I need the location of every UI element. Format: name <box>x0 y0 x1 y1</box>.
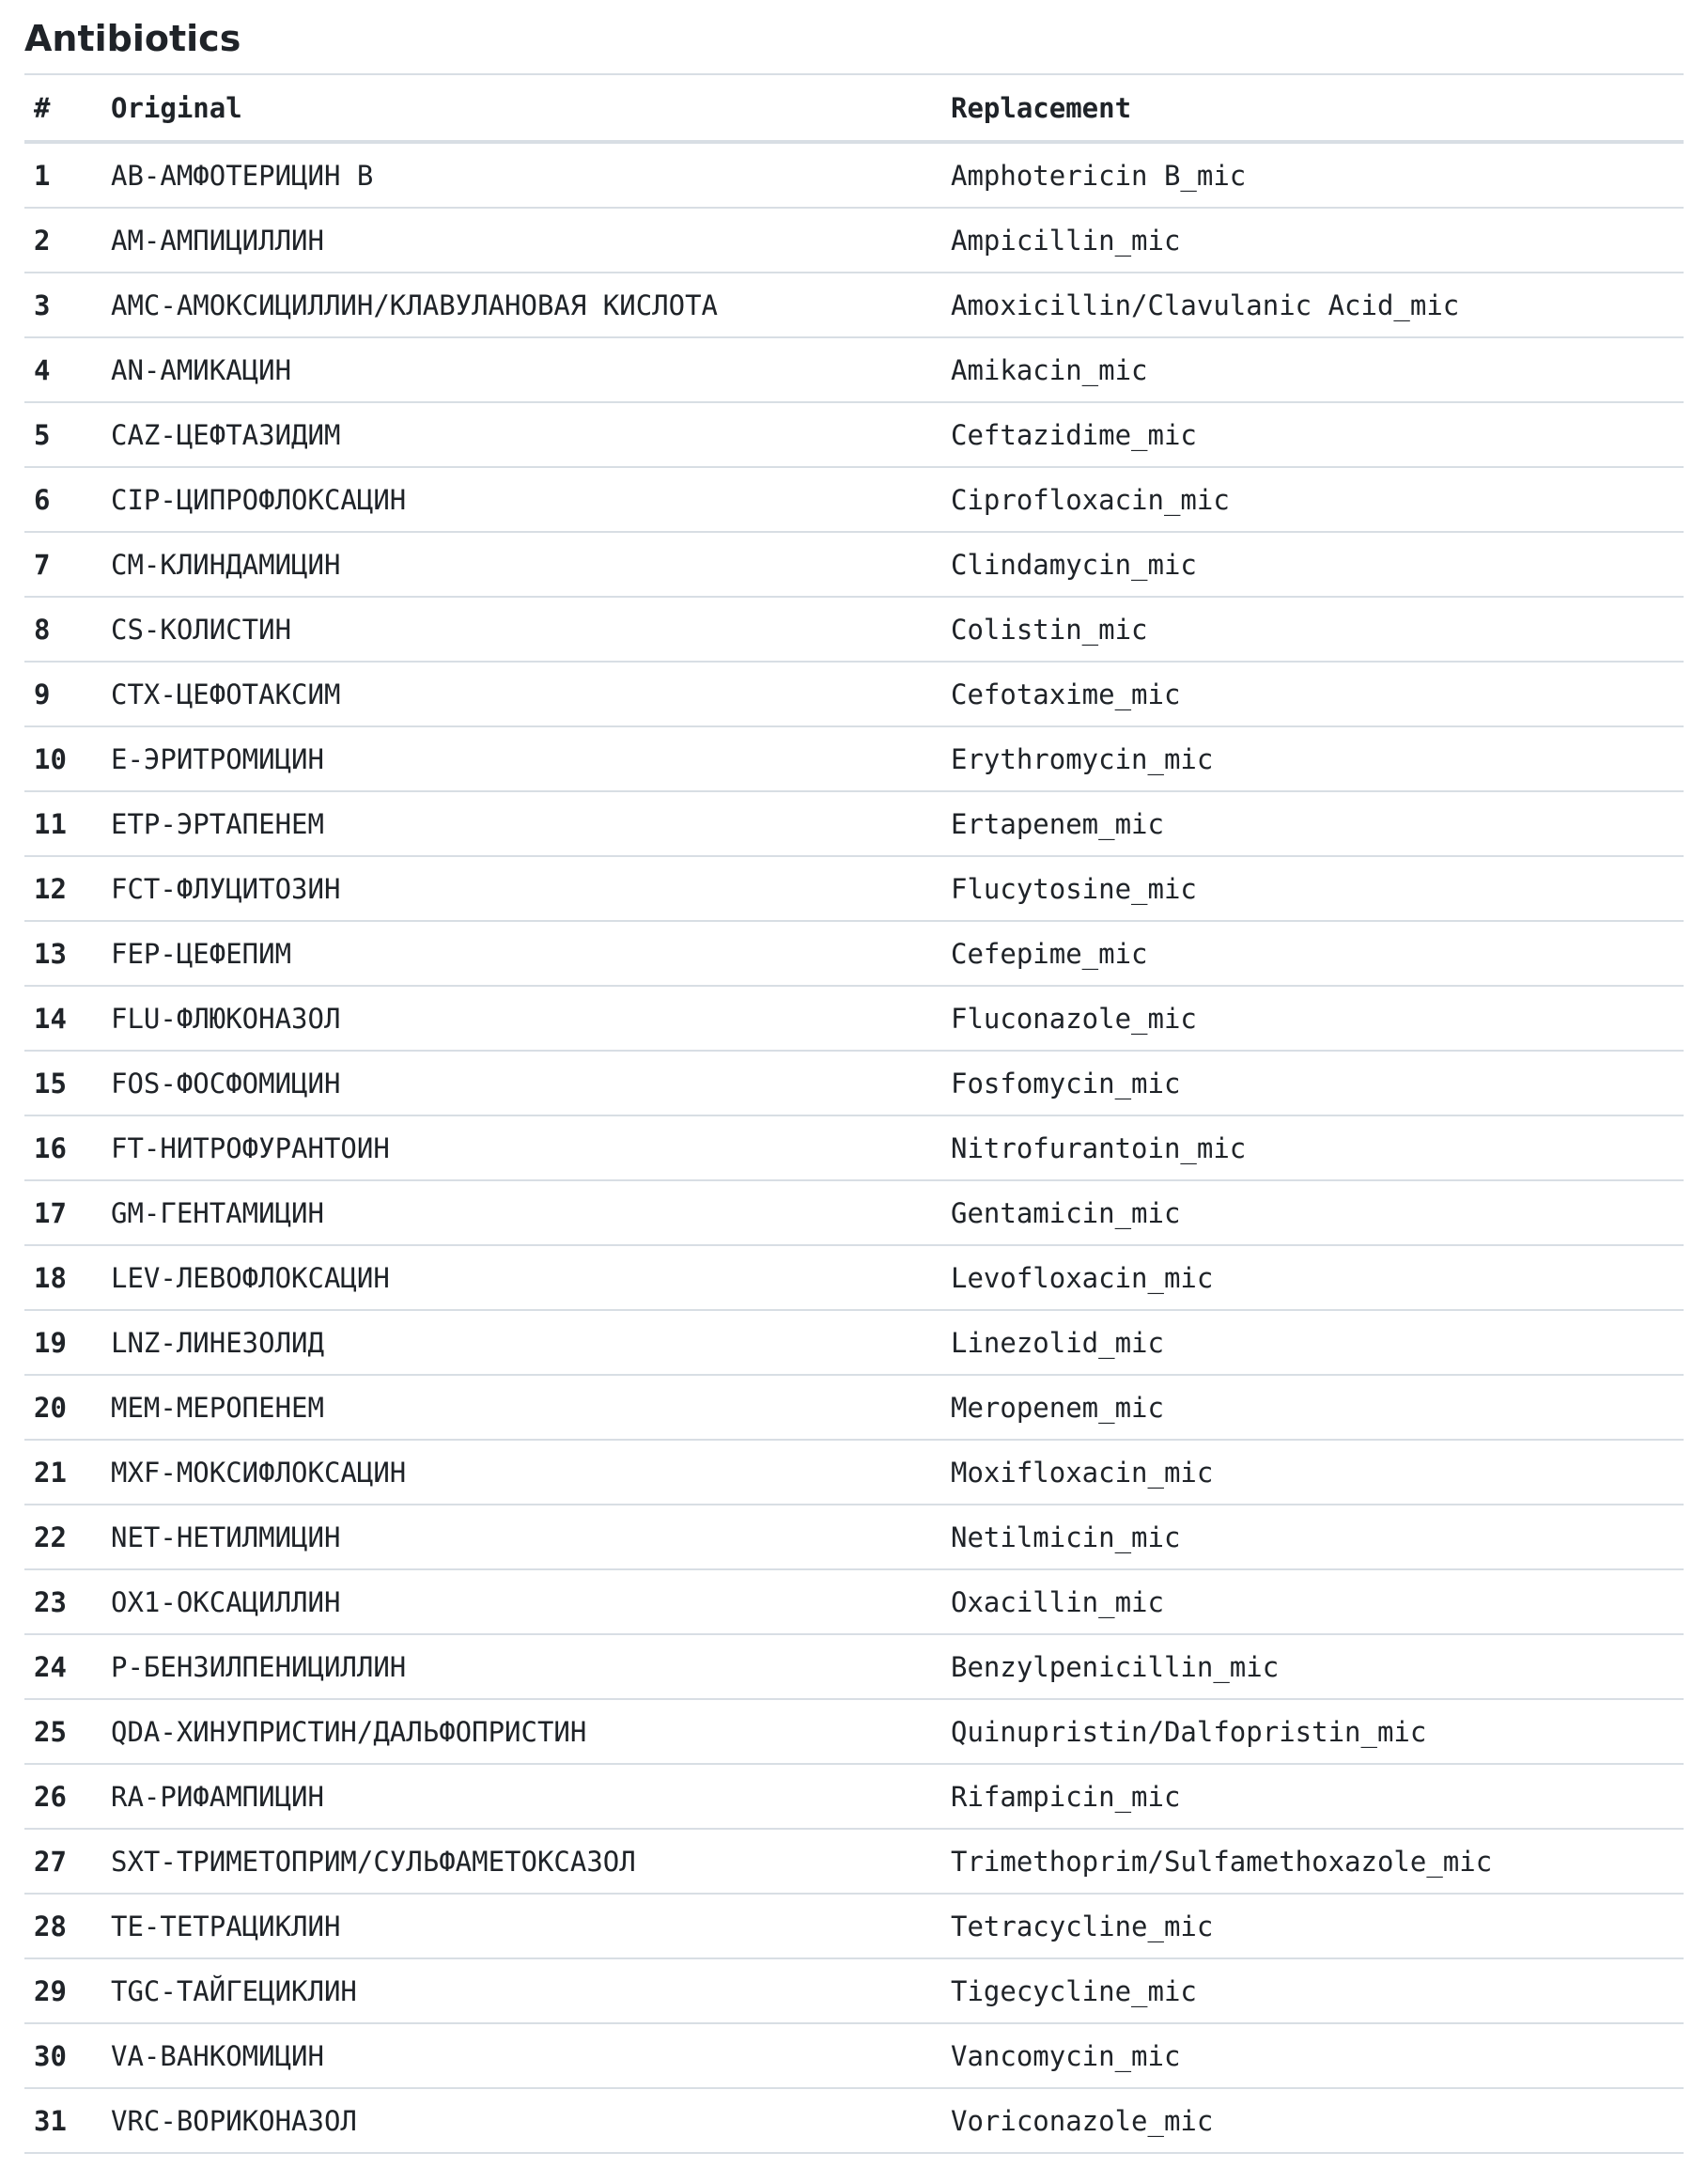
table-row <box>24 2088 1684 2153</box>
original-name: ETP-ЭРТАПЕНЕМ <box>101 791 941 856</box>
table-row <box>24 662 1684 726</box>
replacement-name: Netilmicin_mic <box>941 1505 1684 1569</box>
table-row <box>24 1764 1684 1829</box>
replacement-name: Amphotericin B_mic <box>941 142 1684 208</box>
row-number: 6 <box>24 467 101 532</box>
row-number: 3 <box>24 273 101 337</box>
original-name: GM-ГЕНТАМИЦИН <box>101 1180 941 1245</box>
table-row <box>24 142 1684 208</box>
original-name: P-БЕНЗИЛПЕНИЦИЛЛИН <box>101 1634 941 1699</box>
original-name: FOS-ФОСФОМИЦИН <box>101 1051 941 1115</box>
replacement-name: Gentamicin_mic <box>941 1180 1684 1245</box>
antibiotics-table <box>24 75 1684 2154</box>
original-name: MEM-МЕРОПЕНЕМ <box>101 1375 941 1440</box>
table-row <box>24 1569 1684 1634</box>
table-row <box>24 1051 1684 1115</box>
original-name: CAZ-ЦЕФТАЗИДИМ <box>101 402 941 467</box>
table-row <box>24 1829 1684 1894</box>
original-name: AM-АМПИЦИЛЛИН <box>101 208 941 273</box>
table-row <box>24 402 1684 467</box>
table-header-row <box>24 75 1684 142</box>
original-name: FCT-ФЛУЦИТОЗИН <box>101 856 941 921</box>
replacement-name: Voriconazole_mic <box>941 2088 1684 2153</box>
original-name: SXT-ТРИМЕТОПРИМ/СУЛЬФАМЕТОКСАЗОЛ <box>101 1829 941 1894</box>
original-name: FEP-ЦЕФЕПИМ <box>101 921 941 986</box>
table-row <box>24 921 1684 986</box>
row-number: 7 <box>24 532 101 597</box>
table-row <box>24 273 1684 337</box>
original-name: TE-ТЕТРАЦИКЛИН <box>101 1894 941 1958</box>
row-number: 21 <box>24 1440 101 1505</box>
table-row <box>24 1699 1684 1764</box>
replacement-name: Moxifloxacin_mic <box>941 1440 1684 1505</box>
table-row <box>24 2023 1684 2088</box>
column-header-replacement: Replacement <box>941 75 1684 142</box>
replacement-name: Tigecycline_mic <box>941 1958 1684 2023</box>
original-name: CIP-ЦИПРОФЛОКСАЦИН <box>101 467 941 532</box>
row-number: 22 <box>24 1505 101 1569</box>
original-name: LNZ-ЛИНЕЗОЛИД <box>101 1310 941 1375</box>
replacement-name: Meropenem_mic <box>941 1375 1684 1440</box>
replacement-name: Ceftazidime_mic <box>941 402 1684 467</box>
table-row <box>24 726 1684 791</box>
replacement-name: Fluconazole_mic <box>941 986 1684 1051</box>
document <box>24 13 1684 2154</box>
section-title: Antibiotics <box>24 13 1684 75</box>
row-number: 18 <box>24 1245 101 1310</box>
original-name: LEV-ЛЕВОФЛОКСАЦИН <box>101 1245 941 1310</box>
table-row <box>24 1180 1684 1245</box>
row-number: 28 <box>24 1894 101 1958</box>
row-number: 15 <box>24 1051 101 1115</box>
row-number: 25 <box>24 1699 101 1764</box>
replacement-name: Vancomycin_mic <box>941 2023 1684 2088</box>
replacement-name: Benzylpenicillin_mic <box>941 1634 1684 1699</box>
table-row <box>24 856 1684 921</box>
row-number: 31 <box>24 2088 101 2153</box>
row-number: 11 <box>24 791 101 856</box>
row-number: 27 <box>24 1829 101 1894</box>
table-row <box>24 1505 1684 1569</box>
original-name: VA-ВАНКОМИЦИН <box>101 2023 941 2088</box>
table-row <box>24 337 1684 402</box>
row-number: 9 <box>24 662 101 726</box>
row-number: 5 <box>24 402 101 467</box>
table-row <box>24 1958 1684 2023</box>
replacement-name: Amoxicillin/Clavulanic Acid_mic <box>941 273 1684 337</box>
original-name: CM-КЛИНДАМИЦИН <box>101 532 941 597</box>
table-row <box>24 532 1684 597</box>
replacement-name: Ciprofloxacin_mic <box>941 467 1684 532</box>
original-name: MXF-МОКСИФЛОКСАЦИН <box>101 1440 941 1505</box>
replacement-name: Ertapenem_mic <box>941 791 1684 856</box>
table-header <box>24 75 1684 142</box>
replacement-name: Tetracycline_mic <box>941 1894 1684 1958</box>
column-header-original: Original <box>101 75 941 142</box>
row-number: 29 <box>24 1958 101 2023</box>
original-name: CS-КОЛИСТИН <box>101 597 941 662</box>
replacement-name: Amikacin_mic <box>941 337 1684 402</box>
table-row <box>24 1310 1684 1375</box>
row-number: 24 <box>24 1634 101 1699</box>
table-row <box>24 1894 1684 1958</box>
replacement-name: Nitrofurantoin_mic <box>941 1115 1684 1180</box>
row-number: 14 <box>24 986 101 1051</box>
replacement-name: Quinupristin/Dalfopristin_mic <box>941 1699 1684 1764</box>
row-number: 19 <box>24 1310 101 1375</box>
table-row <box>24 1375 1684 1440</box>
column-header-number: # <box>24 75 101 142</box>
table-row <box>24 597 1684 662</box>
row-number: 20 <box>24 1375 101 1440</box>
table-row <box>24 1245 1684 1310</box>
replacement-name: Flucytosine_mic <box>941 856 1684 921</box>
original-name: AB-АМФОТЕРИЦИН В <box>101 142 941 208</box>
table-row <box>24 1440 1684 1505</box>
row-number: 17 <box>24 1180 101 1245</box>
row-number: 16 <box>24 1115 101 1180</box>
original-name: OX1-ОКСАЦИЛЛИН <box>101 1569 941 1634</box>
row-number: 13 <box>24 921 101 986</box>
replacement-name: Fosfomycin_mic <box>941 1051 1684 1115</box>
replacement-name: Trimethoprim/Sulfamethoxazole_mic <box>941 1829 1684 1894</box>
original-name: TGC-ТАЙГЕЦИКЛИН <box>101 1958 941 2023</box>
replacement-name: Linezolid_mic <box>941 1310 1684 1375</box>
original-name: RA-РИФАМПИЦИН <box>101 1764 941 1829</box>
row-number: 4 <box>24 337 101 402</box>
original-name: FLU-ФЛЮКОНАЗОЛ <box>101 986 941 1051</box>
table-row <box>24 467 1684 532</box>
row-number: 1 <box>24 142 101 208</box>
row-number: 23 <box>24 1569 101 1634</box>
original-name: E-ЭРИТРОМИЦИН <box>101 726 941 791</box>
original-name: AMC-АМОКСИЦИЛЛИН/КЛАВУЛАНОВАЯ КИСЛОТА <box>101 273 941 337</box>
row-number: 2 <box>24 208 101 273</box>
replacement-name: Cefepime_mic <box>941 921 1684 986</box>
table-row <box>24 1115 1684 1180</box>
replacement-name: Ampicillin_mic <box>941 208 1684 273</box>
row-number: 26 <box>24 1764 101 1829</box>
original-name: AN-АМИКАЦИН <box>101 337 941 402</box>
replacement-name: Colistin_mic <box>941 597 1684 662</box>
replacement-name: Rifampicin_mic <box>941 1764 1684 1829</box>
replacement-name: Erythromycin_mic <box>941 726 1684 791</box>
row-number: 8 <box>24 597 101 662</box>
table-row <box>24 1634 1684 1699</box>
replacement-name: Clindamycin_mic <box>941 532 1684 597</box>
replacement-name: Levofloxacin_mic <box>941 1245 1684 1310</box>
row-number: 10 <box>24 726 101 791</box>
replacement-name: Oxacillin_mic <box>941 1569 1684 1634</box>
replacement-name: Cefotaxime_mic <box>941 662 1684 726</box>
row-number: 12 <box>24 856 101 921</box>
original-name: VRC-ВОРИКОНАЗОЛ <box>101 2088 941 2153</box>
table-row <box>24 986 1684 1051</box>
table-body <box>24 142 1684 2153</box>
original-name: NET-НЕТИЛМИЦИН <box>101 1505 941 1569</box>
row-number: 30 <box>24 2023 101 2088</box>
table-row <box>24 791 1684 856</box>
original-name: QDA-ХИНУПРИСТИН/ДАЛЬФОПРИСТИН <box>101 1699 941 1764</box>
original-name: CTX-ЦЕФОТАКСИМ <box>101 662 941 726</box>
original-name: FT-НИТРОФУРАНТОИН <box>101 1115 941 1180</box>
table-row <box>24 208 1684 273</box>
